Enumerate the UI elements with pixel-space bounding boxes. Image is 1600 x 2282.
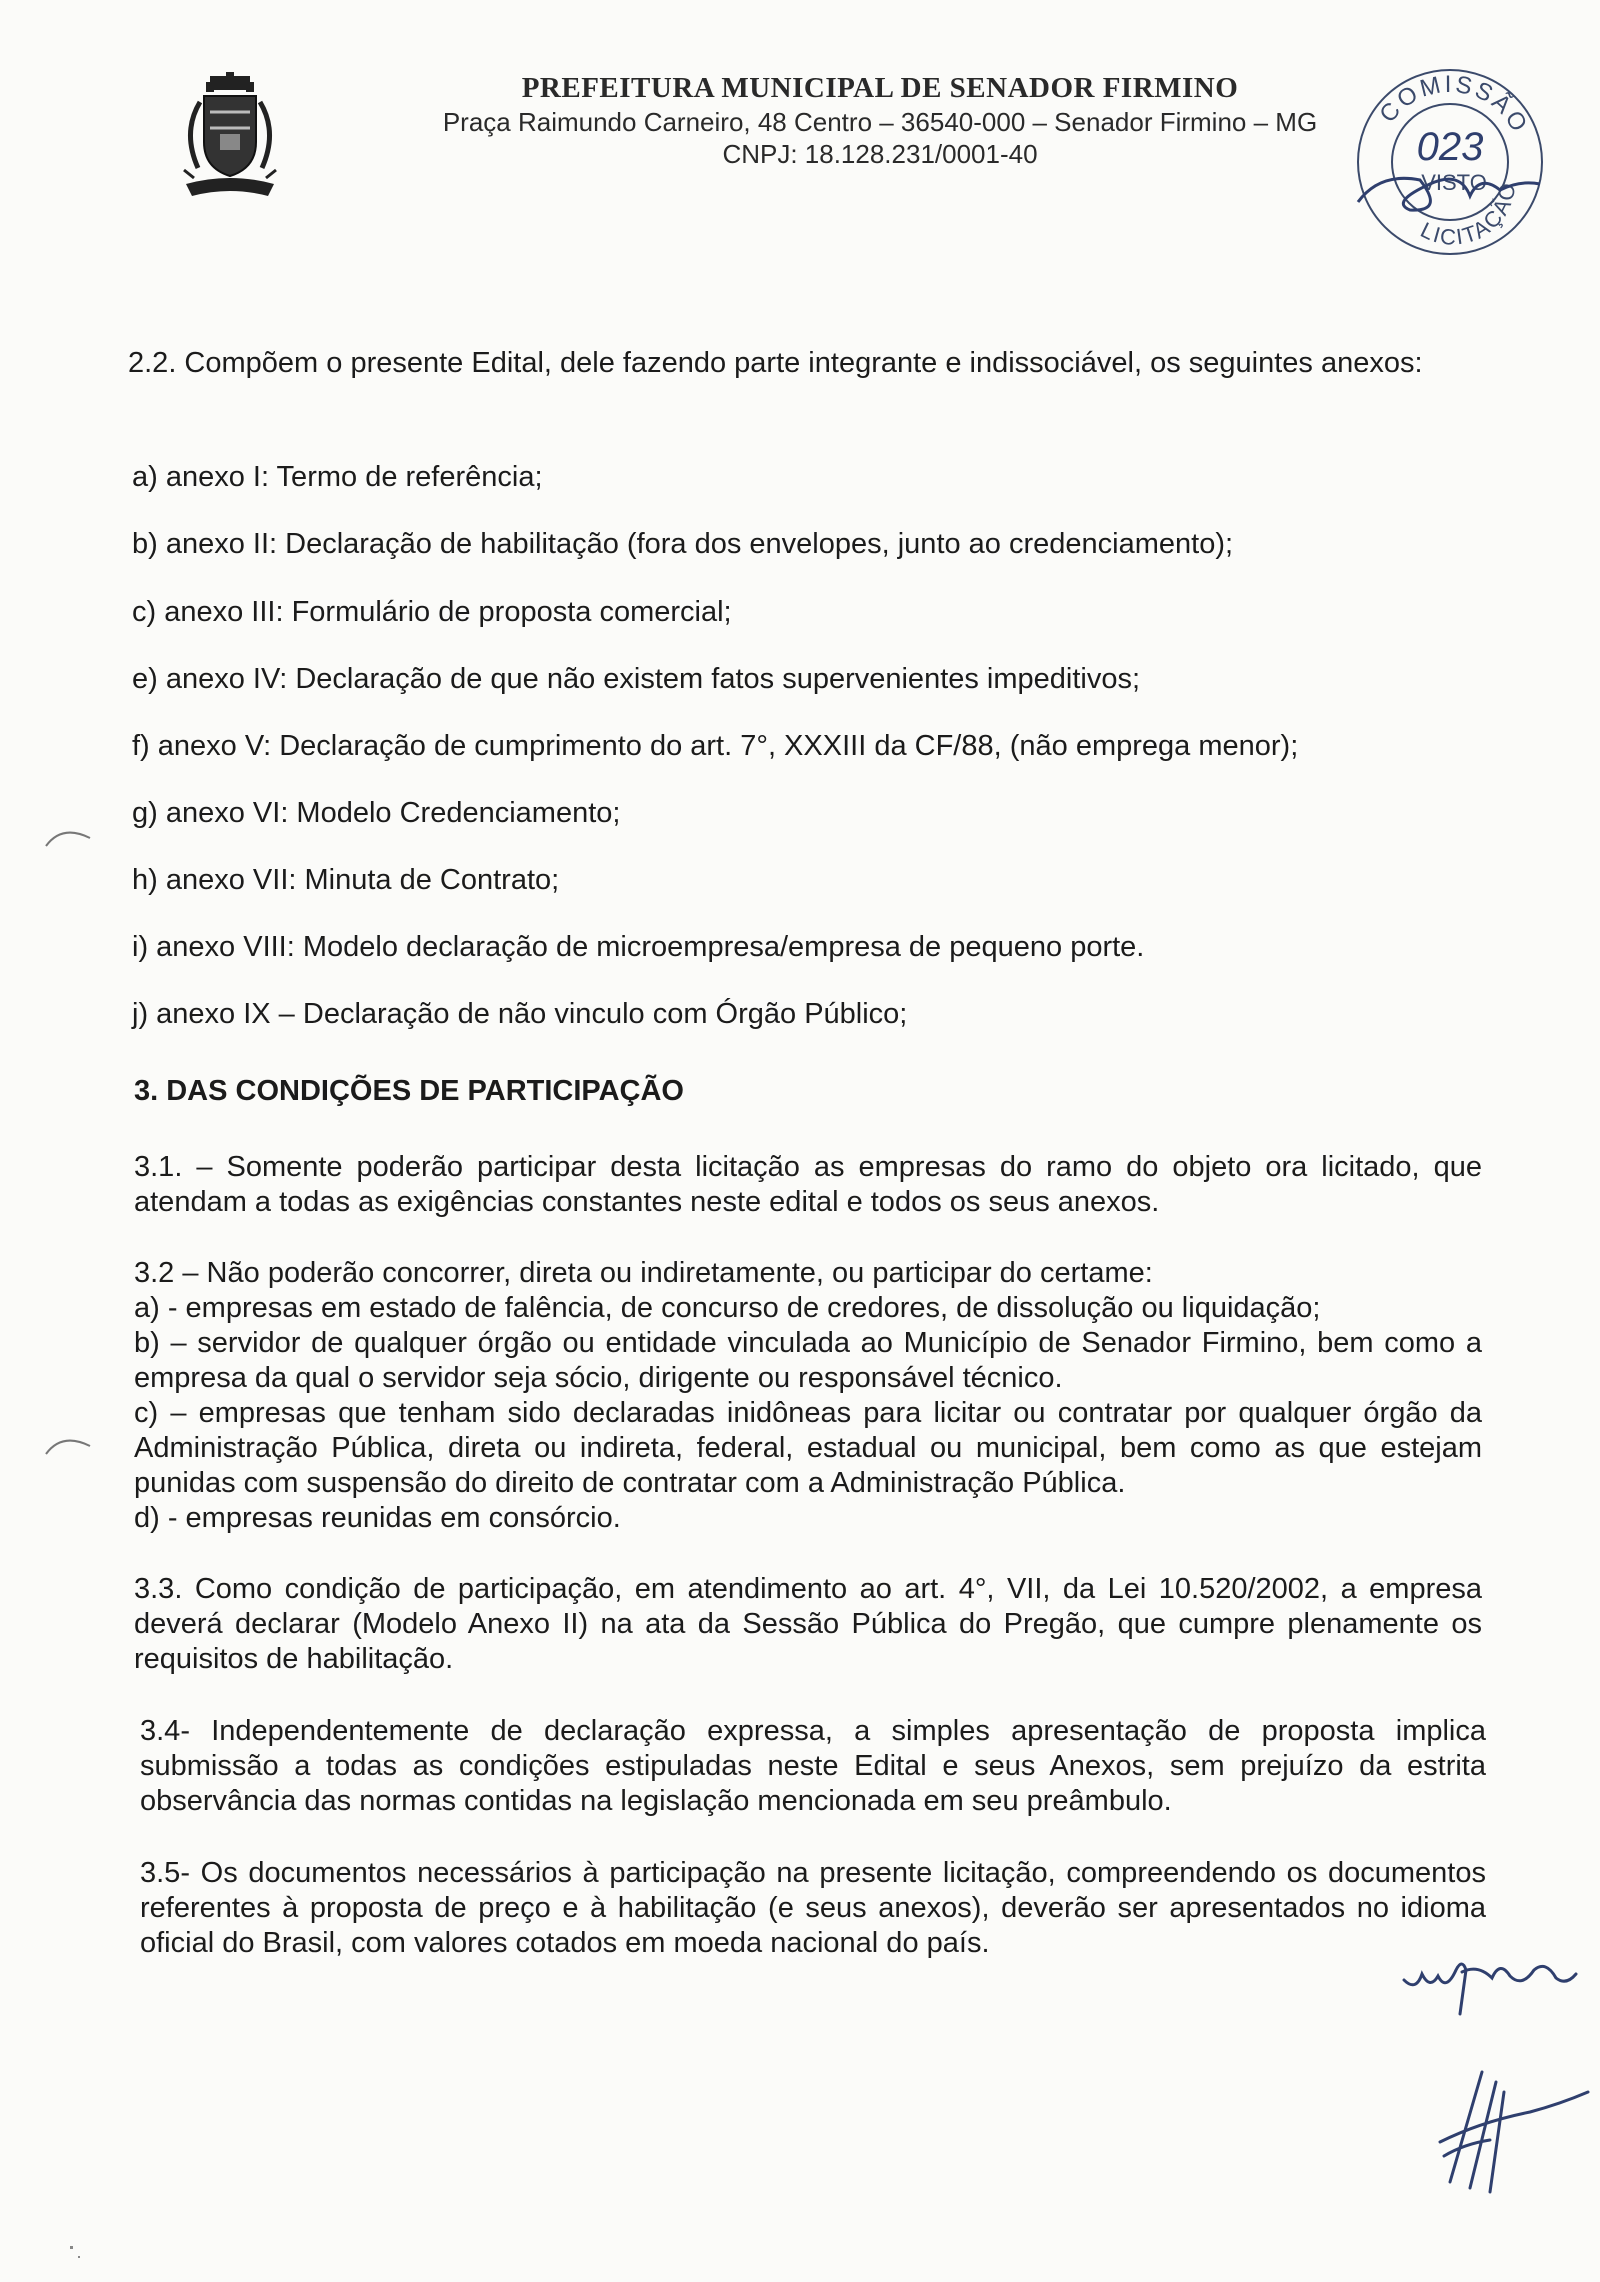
rubric-signature-1 xyxy=(1400,1930,1580,2020)
scan-speck xyxy=(70,2246,73,2249)
annex-item-j: j) anexo IX – Declaração de não vinculo com Órgão Público; xyxy=(132,998,908,1030)
coat-of-arms-icon xyxy=(180,72,280,202)
paragraph-3-3: 3.3. Como condição de participação, em atendimento ao art. 4°, VII, da Lei 10.520/2002, a empresa deverá declarar (Modelo Anexo II) na ata da Sessão Pública do Pregão, que cumpre plenamente os requisitos de habilitação. xyxy=(134,1573,1482,1675)
rubric-signature-2 xyxy=(1420,2052,1600,2202)
paragraph-3-2-a: a) - empresas em estado de falência, de concurso de credores, de dissolução ou liquidação; xyxy=(134,1292,1321,1324)
municipality-title: PREFEITURA MUNICIPAL DE SENADOR FIRMINO xyxy=(521,72,1239,104)
address-line: Praça Raimundo Carneiro, 48 Centro – 36540-000 – Senador Firmino – MG xyxy=(442,107,1318,137)
stamp-visto: VISTO xyxy=(1421,170,1487,195)
stamp-arc-top: COMISSÃO xyxy=(1374,70,1534,139)
paragraph-3-2-b: b) – servidor de qualquer órgão ou entidade vinculada ao Município de Senador Firmino, bem como a empresa da qual o servidor seja sócio, dirigente ou responsável técnico. xyxy=(134,1327,1482,1394)
section-3-heading: 3. DAS CONDIÇÕES DE PARTICIPAÇÃO xyxy=(134,1075,684,1107)
stamp-arc-bottom: LICITAÇÃO xyxy=(1416,179,1521,250)
annex-item-g: g) anexo VI: Modelo Credenciamento; xyxy=(132,797,621,829)
punch-hole-mark-lower xyxy=(42,1424,102,1464)
annex-item-b: b) anexo II: Declaração de habilitação (fora dos envelopes, junto ao credenciamento); xyxy=(132,528,1234,560)
paragraph-3-5: 3.5- Os documentos necessários à participação na presente licitação, compreendendo os documentos referentes à proposta de preço e à habilitação (e seus anexos), deverão ser apresentados no idioma oficial do Brasil, com valores cotados em moeda nacional do país. xyxy=(140,1857,1486,1959)
cnpj-line: CNPJ: 18.128.231/0001-40 xyxy=(722,139,1038,169)
paragraph-3-1: 3.1. – Somente poderão participar desta licitação as empresas do ramo do objeto ora licitado, que atendam a todas as exigências constantes neste edital e todos os seus anexos. xyxy=(134,1151,1482,1218)
letterhead xyxy=(380,70,1380,170)
section-2-2-intro: 2.2. Compõem o presente Edital, dele fazendo parte integrante e indissociável, os seguintes anexos: xyxy=(128,347,1423,379)
paragraph-3-4: 3.4- Independentemente de declaração expressa, a simples apresentação de proposta implica submissão a todas as condições estipuladas neste Edital e seus Anexos, sem prejuízo da estrita observância das normas contidas na legislação mencionada em seu preâmbulo. xyxy=(140,1715,1486,1817)
scan-speck xyxy=(78,2256,80,2258)
paragraph-3-2-d: d) - empresas reunidas em consórcio. xyxy=(134,1502,621,1534)
annex-item-h: h) anexo VII: Minuta de Contrato; xyxy=(132,864,560,896)
paragraph-3-2-title: 3.2 – Não poderão concorrer, direta ou indiretamente, ou participar do certame: xyxy=(134,1257,1153,1289)
annex-item-e: e) anexo IV: Declaração de que não existem fatos supervenientes impeditivos; xyxy=(132,663,1141,695)
stamp-number: 023 xyxy=(1416,125,1484,169)
commission-stamp xyxy=(1350,62,1550,262)
annex-item-a: a) anexo I: Termo de referência; xyxy=(132,461,543,493)
annex-item-i: i) anexo VIII: Modelo declaração de microempresa/empresa de pequeno porte. xyxy=(132,931,1145,963)
annex-item-f: f) anexo V: Declaração de cumprimento do art. 7°, XXXIII da CF/88, (não emprega menor); xyxy=(132,730,1299,762)
punch-hole-mark-upper xyxy=(42,816,102,856)
paragraph-3-2-c: c) – empresas que tenham sido declaradas inidôneas para licitar ou contratar por qualquer órgão da Administração Pública, direta ou indireta, federal, estadual ou municipal, bem como as que estejam punidas com suspensão do direito de contratar com a Administração Pública. xyxy=(134,1397,1482,1499)
annex-item-c: c) anexo III: Formulário de proposta comercial; xyxy=(132,596,732,628)
